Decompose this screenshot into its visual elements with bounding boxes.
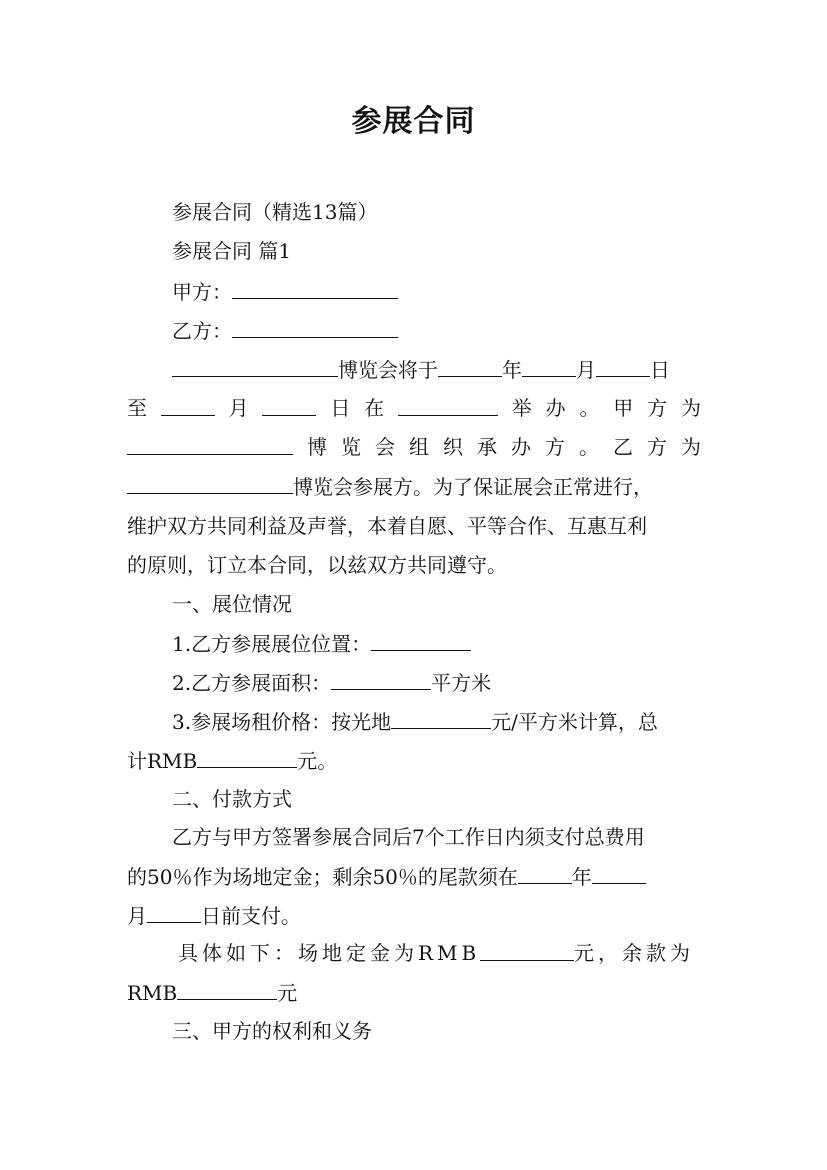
- blank-field: [596, 354, 650, 377]
- text: 举: [511, 396, 532, 420]
- party-b-label: 乙方：: [172, 319, 232, 343]
- blank-field: [232, 315, 398, 338]
- text: 博: [307, 435, 327, 459]
- text: 2.乙方参展面积：: [172, 671, 332, 695]
- text: 月: [576, 358, 596, 382]
- text: 年: [502, 358, 522, 382]
- text: 的50％作为场地定金；剩余50％的尾款须在: [127, 865, 518, 889]
- text: 一、展位情况: [172, 592, 292, 616]
- paragraph-line: [127, 861, 827, 892]
- text: 具体如下：场地定金为RMB: [178, 941, 481, 965]
- blank-field: [262, 393, 316, 416]
- blank-field: [177, 977, 277, 1000]
- text: 1.乙方参展展位位置：: [172, 632, 372, 656]
- text: 甲: [613, 396, 634, 420]
- text: 方: [647, 435, 667, 459]
- blank-field: [522, 354, 576, 377]
- text: 日: [330, 396, 351, 420]
- paragraph-line: [178, 938, 694, 968]
- blank-field: [518, 861, 572, 884]
- text: 计RMB: [127, 749, 198, 773]
- text: 平方米: [431, 671, 492, 695]
- text: 维护双方共同利益及声誉，本着自愿、平等合作、互惠互利: [127, 514, 647, 538]
- blank-field: [391, 706, 491, 729]
- party-b-line: [172, 315, 827, 346]
- text: RMB: [127, 981, 178, 1005]
- section-heading: [172, 589, 827, 619]
- text: 。: [579, 435, 599, 459]
- text: 博览会参展方。为了保证展会正常进行，: [293, 475, 653, 499]
- text: 二、付款方式: [172, 787, 292, 811]
- blank-field: [480, 938, 574, 961]
- text: 组: [409, 435, 429, 459]
- section-heading: [172, 1016, 827, 1046]
- text: 乙方与甲方签署参展合同后7个工作日内须支付总费用: [172, 825, 645, 849]
- text: 元: [277, 981, 298, 1005]
- text: 在: [364, 396, 385, 420]
- paragraph-line: [127, 432, 701, 462]
- blank-field: [232, 276, 398, 299]
- clause-line: [172, 628, 827, 659]
- text: 日前支付。: [201, 904, 301, 928]
- text: 览: [341, 435, 361, 459]
- paragraph-line: [127, 393, 701, 423]
- blank-field: [398, 393, 498, 416]
- blank-field: [127, 471, 293, 494]
- text: 办: [511, 435, 531, 459]
- clause-line: [172, 667, 827, 698]
- paragraph-line: [127, 550, 827, 580]
- text: 年: [571, 865, 592, 889]
- text: 月: [228, 396, 249, 420]
- text: 3.参展场租价格：按光地: [172, 710, 392, 734]
- blank-field: [127, 432, 293, 455]
- text: 会: [375, 435, 395, 459]
- text: 承: [477, 435, 497, 459]
- party-a-line: [172, 276, 827, 307]
- text: 日: [650, 358, 670, 382]
- text: 元，余款为: [574, 941, 694, 965]
- text: 的原则，订立本合同，以兹双方共同遵守。: [127, 553, 507, 577]
- text: 为: [680, 396, 701, 420]
- blank-field: [147, 900, 201, 923]
- clause-line: [127, 745, 827, 776]
- text: 参展合同 篇1: [172, 239, 292, 263]
- paragraph-line: [172, 822, 827, 852]
- text: 至: [127, 396, 147, 420]
- text: 月: [127, 904, 147, 928]
- blank-field: [331, 667, 431, 690]
- text: 为: [681, 435, 701, 459]
- blank-field: [161, 393, 215, 416]
- blank-field: [592, 861, 646, 884]
- section-heading: [172, 784, 827, 814]
- text: 博览会将于: [338, 358, 438, 382]
- paragraph-line: [172, 354, 827, 385]
- text: 方: [545, 435, 565, 459]
- text: 。: [579, 396, 600, 420]
- paragraph-line: [127, 977, 827, 1008]
- text: 乙: [613, 435, 633, 459]
- clause-line: [172, 706, 827, 737]
- blank-field: [371, 628, 471, 651]
- document-title: 参展合同: [351, 104, 476, 139]
- paragraph-line: [127, 900, 827, 931]
- text: 方: [647, 396, 668, 420]
- paragraph-line: [127, 511, 827, 541]
- subtitle-line: [172, 197, 827, 227]
- text: 元。: [297, 749, 338, 773]
- text: 三、甲方的权利和义务: [172, 1019, 372, 1043]
- text: 办: [545, 396, 566, 420]
- text: 织: [443, 435, 463, 459]
- paragraph-line: [127, 471, 827, 502]
- text: 元/平方米计算，总: [491, 710, 658, 734]
- section-heading: [172, 236, 827, 266]
- text: 参展合同（精选13篇）: [172, 200, 378, 224]
- blank-field: [438, 354, 502, 377]
- blank-field: [172, 354, 338, 377]
- party-a-label: 甲方：: [172, 280, 232, 304]
- blank-field: [197, 745, 297, 768]
